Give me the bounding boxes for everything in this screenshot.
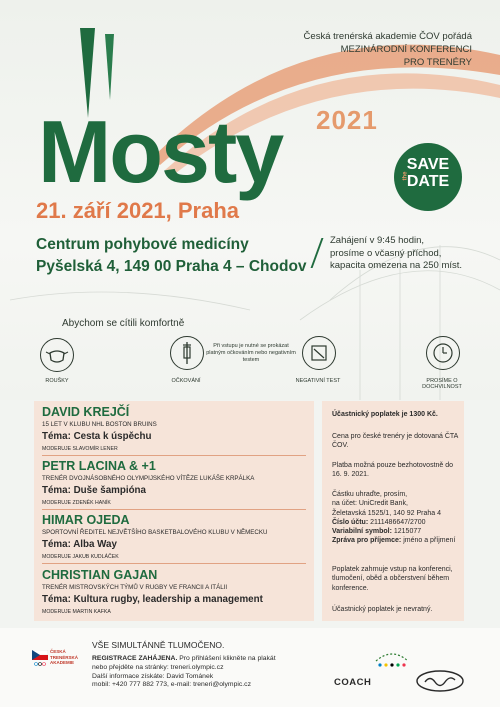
registration-bold: REGISTRACE ZAHÁJENA. [92, 655, 178, 662]
fee-label: Zpráva pro příjemce: [332, 537, 402, 545]
arrival-line: kapacita omezena na 250 míst. [330, 260, 463, 271]
fee-panel [322, 401, 464, 621]
speaker-role: TRENÉR MISTROVSKÝCH TÝMŮ V RUGBY VE FRANCII A ITÁLII [42, 584, 228, 591]
test-icon [302, 336, 336, 370]
fee-bank-details [332, 490, 460, 546]
prim-logo [414, 668, 466, 694]
icon-label-negative-test: NEGATIVNÍ TEST [295, 378, 341, 384]
coach-logo-text: COACH [334, 677, 372, 688]
speaker-role: 15 LET V KLUBU NHL BOSTON BRUINS [42, 421, 157, 428]
venue-name: Centrum pohybové medicíny [36, 236, 249, 253]
syringe-icon [170, 336, 204, 370]
speaker-name: CHRISTIAN GAJAN [42, 568, 158, 582]
logo-line: TRENÉRSKÁ [50, 654, 79, 660]
speaker-topic: Téma: Cesta k úspěchu [42, 431, 152, 442]
speaker-moderator: MODERUJE JAKUB KUDLÁČEK [42, 554, 119, 560]
clock-icon [426, 336, 460, 370]
speaker-topic: Téma: Duše šampióna [42, 485, 146, 496]
fee-text: na účet: [332, 500, 357, 508]
registration-text: Pro přihlášení klikněte na plakát [177, 655, 276, 662]
badge-save: SAVE [406, 156, 450, 173]
speaker-name: HIMAR OJEDA [42, 513, 130, 527]
sponsor-sports-logo [372, 645, 412, 673]
speaker-divider [42, 563, 306, 564]
venue [36, 234, 307, 278]
organizer-text [262, 30, 472, 69]
badge-the: the [402, 171, 409, 181]
speaker-moderator: MODERUJE MARTIN KAFKA [42, 609, 111, 615]
czech-flag-logo [32, 650, 48, 668]
fee-nonrefundable: Účastnický poplatek je nevratný. [332, 606, 433, 613]
organizer-line: Česká trenérská akademie ČOV pořádá [303, 31, 472, 42]
organizer-line: MEZINÁRODNÍ KONFERENCI [340, 44, 472, 55]
fee-subsidy: Cena pro české trenéry je dotovaná ČTA ČOV. [332, 433, 458, 450]
fee-includes: Poplatek zahrnuje vstup na konferenci, tlumočení, oběd a občerstvení během konference. [332, 566, 453, 592]
speaker-moderator: MODERUJE SLAVOMÍR LENER [42, 446, 118, 452]
fee-text: 2111486647/2700 [370, 518, 426, 526]
organizer-line: PRO TRENÉRY [403, 57, 472, 68]
logo-line: ČESKÁ [50, 649, 66, 654]
academy-logo-text [50, 649, 78, 666]
speaker-divider [42, 455, 306, 456]
speaker-divider [42, 509, 306, 510]
speaker-name: PETR LACINA & +1 [42, 459, 156, 473]
speaker-topic: Téma: Kultura rugby, leadership a management [42, 594, 263, 605]
speaker-role: TRENÉR DVOJNÁSOBNÉHO OLYMPIJSKÉHO VÍTĚZE LUKÁŠE KRPÁLKA [42, 475, 255, 482]
arrival-line: Zahájení v 9:45 hodin, [330, 235, 425, 246]
fee-text: UniCredit Bank, [358, 500, 408, 508]
speaker-topic: Téma: Alba Way [42, 539, 117, 550]
comfort-heading: Abychom se cítili komfortně [62, 318, 185, 329]
translation-note: VŠE SIMULTÁNNĚ TLUMOČENO. [92, 640, 225, 650]
speaker-moderator: MODERUJE ZDENĚK HANÍK [42, 500, 111, 506]
icon-label-vaccination: OČKOVÁNÍ [171, 378, 201, 384]
event-year: 2021 [316, 105, 378, 135]
logo-line: AKADEMIE [50, 660, 75, 665]
event-title: Mosty [38, 102, 283, 201]
vaccination-note: Při vstupu je nutné se prokázat platným očkováním nebo negativním testem [206, 343, 296, 363]
fee-text: Částku uhraďte, prosím, [332, 491, 408, 498]
fee-text: 1215077 [393, 528, 422, 536]
phone-email-line[interactable]: mobil: +420 777 882 773, e-mail: treneri@olympic.cz [92, 681, 251, 689]
arrival-info [330, 235, 462, 273]
arrival-line: prosíme o včasný příchod, [330, 247, 442, 259]
fee-text: jméno a příjmení [403, 537, 456, 545]
contact-line: Další informace získáte: David Tománek [92, 672, 214, 680]
fee-label: Číslo účtu: [332, 518, 369, 526]
date-place: 21. září 2021, Praha [36, 198, 240, 223]
fee-label: Variabilní symbol: [332, 528, 392, 536]
fee-heading: Účastnický poplatek je 1300 Kč. [332, 411, 438, 418]
registration-link-line[interactable]: nebo přejděte na stránky: treneri.olympic.cz [92, 663, 224, 671]
badge-date: DATE [406, 173, 450, 190]
venue-address: Pyšelská 4, 149 00 Praha 4 – Chodov [36, 258, 307, 275]
icon-label-masks: ROUŠKY [45, 378, 69, 384]
speaker-name: DAVID KREJČÍ [42, 405, 130, 419]
fee-text: Želetavská 1525/1, 140 92 Praha 4 [332, 509, 441, 517]
registration-info [92, 655, 292, 690]
fee-payment-deadline: Platba možná pouze bezhotovostně do 16. 9. 2021. [332, 462, 454, 479]
speaker-role: SPORTOVNÍ ŘEDITEL NEJVĚTŠÍHO BASKETBALOVÉHO KLUBU V NĚMECKU [42, 529, 268, 536]
mask-icon [40, 338, 74, 372]
save-the-date-badge [394, 143, 462, 211]
icon-label-punctuality: PROSÍME O DOCHVILNOST [422, 378, 462, 390]
